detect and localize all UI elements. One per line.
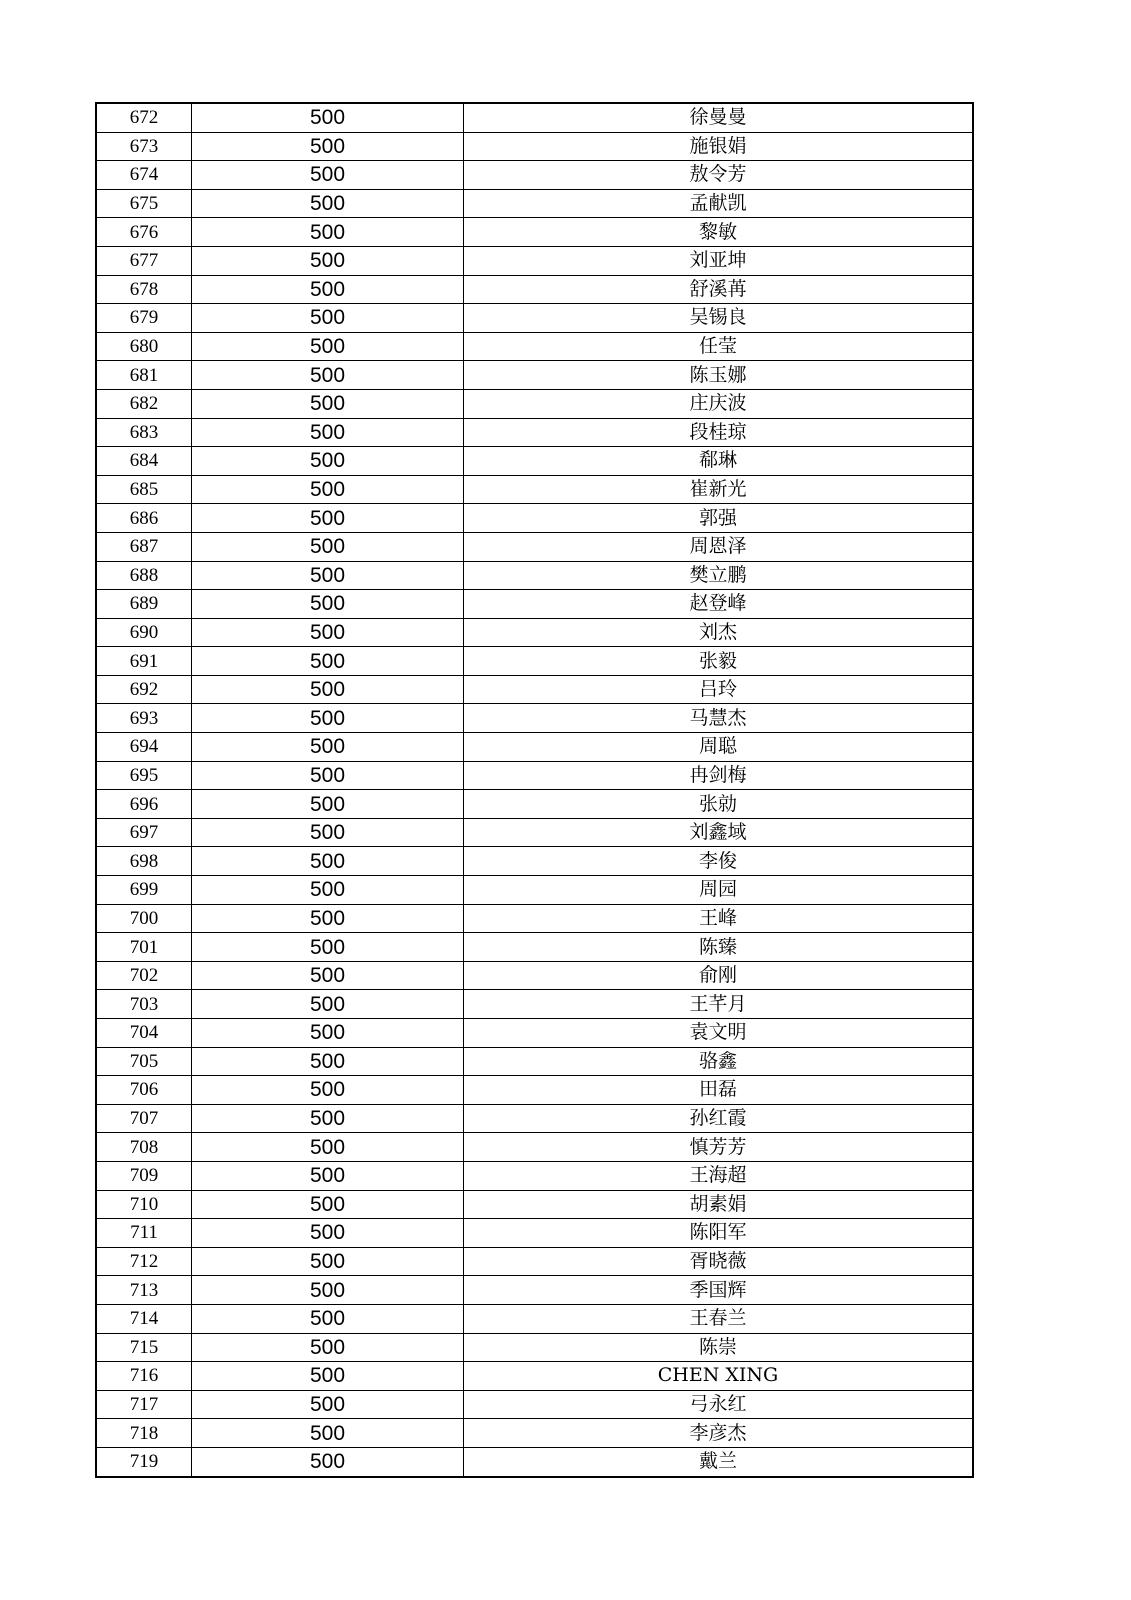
amount-cell: 500	[192, 1104, 464, 1133]
row-number-cell: 692	[96, 675, 192, 704]
table-row	[96, 561, 973, 590]
amount-cell: 500	[192, 1133, 464, 1162]
amount-cell: 500	[192, 418, 464, 447]
row-number-cell: 712	[96, 1247, 192, 1276]
donor-name-cell: 陈崇	[464, 1333, 974, 1362]
table-row	[96, 1362, 973, 1391]
donor-name-cell: 季国辉	[464, 1276, 974, 1305]
row-number-cell: 684	[96, 447, 192, 476]
donor-name-cell: 胥晓薇	[464, 1247, 974, 1276]
amount-cell: 500	[192, 218, 464, 247]
donor-name-cell: 戴兰	[464, 1447, 974, 1476]
table-row	[96, 1333, 973, 1362]
table-row	[96, 1219, 973, 1248]
row-number-cell: 687	[96, 532, 192, 561]
amount-cell: 500	[192, 1161, 464, 1190]
donor-name-cell: 马慧杰	[464, 704, 974, 733]
donor-name-cell: 俞刚	[464, 961, 974, 990]
table-row	[96, 1133, 973, 1162]
row-number-cell: 679	[96, 304, 192, 333]
donation-table	[95, 102, 974, 1478]
table-row	[96, 246, 973, 275]
row-number-cell: 672	[96, 103, 192, 132]
table-row	[96, 847, 973, 876]
donor-name-cell: 骆鑫	[464, 1047, 974, 1076]
amount-cell: 500	[192, 704, 464, 733]
amount-cell: 500	[192, 847, 464, 876]
donor-name-cell: 胡素娟	[464, 1190, 974, 1219]
row-number-cell: 677	[96, 246, 192, 275]
amount-cell: 500	[192, 1276, 464, 1305]
donor-name-cell: 冉剑梅	[464, 761, 974, 790]
donor-name-cell: 李俊	[464, 847, 974, 876]
table-row	[96, 447, 973, 476]
row-number-cell: 701	[96, 933, 192, 962]
table-row	[96, 418, 973, 447]
row-number-cell: 689	[96, 590, 192, 619]
donor-name-cell: 王海超	[464, 1161, 974, 1190]
table-row	[96, 590, 973, 619]
table-row	[96, 332, 973, 361]
donor-name-cell: 崔新光	[464, 475, 974, 504]
table-row	[96, 1419, 973, 1448]
donor-name-cell: 刘杰	[464, 618, 974, 647]
donor-name-cell: 袁文明	[464, 1019, 974, 1048]
amount-cell: 500	[192, 246, 464, 275]
donor-name-cell: 任莹	[464, 332, 974, 361]
amount-cell: 500	[192, 1390, 464, 1419]
donor-name-cell: 吕玲	[464, 675, 974, 704]
table-row	[96, 675, 973, 704]
donor-name-cell: 徐曼曼	[464, 103, 974, 132]
amount-cell: 500	[192, 275, 464, 304]
table-row	[96, 189, 973, 218]
table-row	[96, 704, 973, 733]
row-number-cell: 710	[96, 1190, 192, 1219]
table-row	[96, 876, 973, 905]
amount-cell: 500	[192, 990, 464, 1019]
table-body	[96, 103, 973, 1477]
row-number-cell: 695	[96, 761, 192, 790]
amount-cell: 500	[192, 818, 464, 847]
amount-cell: 500	[192, 1247, 464, 1276]
table-row	[96, 1076, 973, 1105]
amount-cell: 500	[192, 1219, 464, 1248]
amount-cell: 500	[192, 389, 464, 418]
donor-name-cell: 施银娟	[464, 132, 974, 161]
row-number-cell: 709	[96, 1161, 192, 1190]
row-number-cell: 715	[96, 1333, 192, 1362]
amount-cell: 500	[192, 103, 464, 132]
amount-cell: 500	[192, 961, 464, 990]
row-number-cell: 693	[96, 704, 192, 733]
donor-name-cell: 陈阳军	[464, 1219, 974, 1248]
donor-name-cell: 黎敏	[464, 218, 974, 247]
row-number-cell: 696	[96, 790, 192, 819]
row-number-cell: 719	[96, 1447, 192, 1476]
table-row	[96, 1047, 973, 1076]
amount-cell: 500	[192, 447, 464, 476]
row-number-cell: 685	[96, 475, 192, 504]
row-number-cell: 705	[96, 1047, 192, 1076]
amount-cell: 500	[192, 1362, 464, 1391]
row-number-cell: 708	[96, 1133, 192, 1162]
donor-name-cell: 陈臻	[464, 933, 974, 962]
amount-cell: 500	[192, 1333, 464, 1362]
row-number-cell: 707	[96, 1104, 192, 1133]
amount-cell: 500	[192, 561, 464, 590]
amount-cell: 500	[192, 1304, 464, 1333]
amount-cell: 500	[192, 733, 464, 762]
table-row	[96, 990, 973, 1019]
amount-cell: 500	[192, 1019, 464, 1048]
table-row	[96, 761, 973, 790]
row-number-cell: 714	[96, 1304, 192, 1333]
amount-cell: 500	[192, 876, 464, 905]
table-row	[96, 389, 973, 418]
row-number-cell: 674	[96, 161, 192, 190]
donor-name-cell: 王芊月	[464, 990, 974, 1019]
row-number-cell: 690	[96, 618, 192, 647]
table-row	[96, 1304, 973, 1333]
donor-name-cell: 樊立鹏	[464, 561, 974, 590]
table-row	[96, 304, 973, 333]
amount-cell: 500	[192, 504, 464, 533]
donor-name-cell: 张毅	[464, 647, 974, 676]
donor-name-cell: 周园	[464, 876, 974, 905]
row-number-cell: 716	[96, 1362, 192, 1391]
amount-cell: 500	[192, 1190, 464, 1219]
donor-name-cell: 敖令芳	[464, 161, 974, 190]
donor-name-cell: 郭强	[464, 504, 974, 533]
amount-cell: 500	[192, 790, 464, 819]
donor-name-cell: 刘亚坤	[464, 246, 974, 275]
table-row	[96, 933, 973, 962]
table-row	[96, 618, 973, 647]
table-row	[96, 1019, 973, 1048]
table-row	[96, 647, 973, 676]
row-number-cell: 718	[96, 1419, 192, 1448]
row-number-cell: 704	[96, 1019, 192, 1048]
donor-name-cell: 张勍	[464, 790, 974, 819]
row-number-cell: 703	[96, 990, 192, 1019]
donor-name-cell: 弓永红	[464, 1390, 974, 1419]
table-row	[96, 1447, 973, 1476]
amount-cell: 500	[192, 1447, 464, 1476]
table-row	[96, 361, 973, 390]
donor-name-cell: 庄庆波	[464, 389, 974, 418]
donor-name-cell: 周恩泽	[464, 532, 974, 561]
donor-name-cell: 孙红霞	[464, 1104, 974, 1133]
amount-cell: 500	[192, 189, 464, 218]
table-row	[96, 1390, 973, 1419]
table-row	[96, 1247, 973, 1276]
amount-cell: 500	[192, 475, 464, 504]
donor-name-cell: 赵登峰	[464, 590, 974, 619]
table-row	[96, 532, 973, 561]
amount-cell: 500	[192, 532, 464, 561]
table-row	[96, 1190, 973, 1219]
row-number-cell: 694	[96, 733, 192, 762]
amount-cell: 500	[192, 161, 464, 190]
amount-cell: 500	[192, 332, 464, 361]
row-number-cell: 702	[96, 961, 192, 990]
table-row	[96, 504, 973, 533]
table-row	[96, 218, 973, 247]
row-number-cell: 682	[96, 389, 192, 418]
row-number-cell: 713	[96, 1276, 192, 1305]
amount-cell: 500	[192, 361, 464, 390]
amount-cell: 500	[192, 675, 464, 704]
row-number-cell: 706	[96, 1076, 192, 1105]
table-row	[96, 790, 973, 819]
row-number-cell: 688	[96, 561, 192, 590]
table-row	[96, 1104, 973, 1133]
amount-cell: 500	[192, 132, 464, 161]
row-number-cell: 678	[96, 275, 192, 304]
donor-name-cell: 田磊	[464, 1076, 974, 1105]
table-row	[96, 161, 973, 190]
row-number-cell: 699	[96, 876, 192, 905]
donor-name-cell: 吴锡良	[464, 304, 974, 333]
table-row	[96, 733, 973, 762]
amount-cell: 500	[192, 618, 464, 647]
donor-name-cell: 郗琳	[464, 447, 974, 476]
amount-cell: 500	[192, 304, 464, 333]
row-number-cell: 700	[96, 904, 192, 933]
row-number-cell: 676	[96, 218, 192, 247]
amount-cell: 500	[192, 761, 464, 790]
row-number-cell: 673	[96, 132, 192, 161]
donor-name-cell: 王春兰	[464, 1304, 974, 1333]
row-number-cell: 697	[96, 818, 192, 847]
row-number-cell: 680	[96, 332, 192, 361]
donor-name-cell: 周聪	[464, 733, 974, 762]
amount-cell: 500	[192, 1076, 464, 1105]
row-number-cell: 717	[96, 1390, 192, 1419]
row-number-cell: 698	[96, 847, 192, 876]
row-number-cell: 691	[96, 647, 192, 676]
donor-name-cell: 舒溪苒	[464, 275, 974, 304]
table-row	[96, 904, 973, 933]
row-number-cell: 683	[96, 418, 192, 447]
donor-name-cell: 王峰	[464, 904, 974, 933]
amount-cell: 500	[192, 933, 464, 962]
donor-name-cell: 慎芳芳	[464, 1133, 974, 1162]
table-row	[96, 1276, 973, 1305]
table-row	[96, 961, 973, 990]
donor-name-cell: 陈玉娜	[464, 361, 974, 390]
amount-cell: 500	[192, 904, 464, 933]
row-number-cell: 686	[96, 504, 192, 533]
donor-name-cell: CHEN XING	[464, 1362, 974, 1391]
amount-cell: 500	[192, 590, 464, 619]
donor-name-cell: 李彦杰	[464, 1419, 974, 1448]
row-number-cell: 711	[96, 1219, 192, 1248]
table-row	[96, 818, 973, 847]
donor-name-cell: 段桂琼	[464, 418, 974, 447]
table-row	[96, 132, 973, 161]
amount-cell: 500	[192, 647, 464, 676]
table-row	[96, 475, 973, 504]
donor-name-cell: 刘鑫域	[464, 818, 974, 847]
table-row	[96, 103, 973, 132]
table-row	[96, 275, 973, 304]
table-row	[96, 1161, 973, 1190]
row-number-cell: 681	[96, 361, 192, 390]
row-number-cell: 675	[96, 189, 192, 218]
amount-cell: 500	[192, 1047, 464, 1076]
amount-cell: 500	[192, 1419, 464, 1448]
donor-name-cell: 孟献凯	[464, 189, 974, 218]
